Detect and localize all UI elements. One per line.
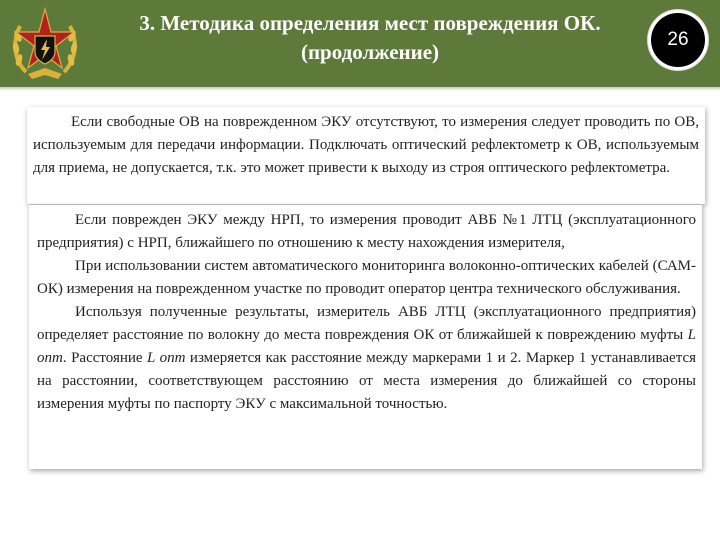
text-box-2 — [29, 205, 702, 469]
paragraph-4-part-1: Используя полученные результаты, измеритель АВБ ЛТЦ (эксплуатационного предприятия) определяет расстояние по волокну до места повреждения ОК от ближайшей к повреждению муфты — [37, 304, 696, 343]
paragraph-1: Если свободные ОВ на поврежденном ЭКУ отсутствуют, то измерения следует проводить по ОВ, используемым для передачи информации. Подключать оптический рефлектометр к ОВ, используемым для приема, не допускается, т.к. это может привести к выходу из строя оптического рефлектометра. — [33, 114, 699, 176]
slide-number: 26 — [651, 13, 705, 67]
term-l-opt-1: L опт — [37, 327, 696, 366]
text-box-1 — [27, 107, 705, 204]
paragraph-3: При использовании систем автоматического мониторинга волоконно-оптических кабелей (САМ-ОК) измерения на поврежденном участке по проводит оператор центра технического обслуживания. — [37, 258, 696, 297]
paragraph-4-part-3: измеряется как расстояние между маркерами 1 и 2. Маркер 1 устанавливается на расстоянии, соответствующем расстоянию от места измерения до ближайшей со стороны измерения муфты по паспорту ЭКУ с максимальной точностью. — [37, 350, 697, 412]
paragraph-4 — [37, 301, 696, 416]
paragraph-4-part-2: . Расстояние — [62, 350, 148, 366]
title-line-2: (продолжение) — [300, 40, 440, 64]
term-l-opt-2: L опт — [147, 350, 186, 366]
slide-number-badge — [647, 9, 709, 71]
military-emblem-icon — [8, 6, 82, 82]
slide-title — [92, 9, 648, 67]
title-line-1: 3. Методика определения мест повреждения ОК. — [139, 11, 601, 35]
header-shadow — [0, 87, 720, 91]
paragraph-2: Если поврежден ЭКУ между НРП, то измерения проводит АВБ №1 ЛТЦ (эксплуатационного предприятия) с НРП, ближайшего по отношению к месту нахождения измерителя, — [37, 212, 696, 251]
